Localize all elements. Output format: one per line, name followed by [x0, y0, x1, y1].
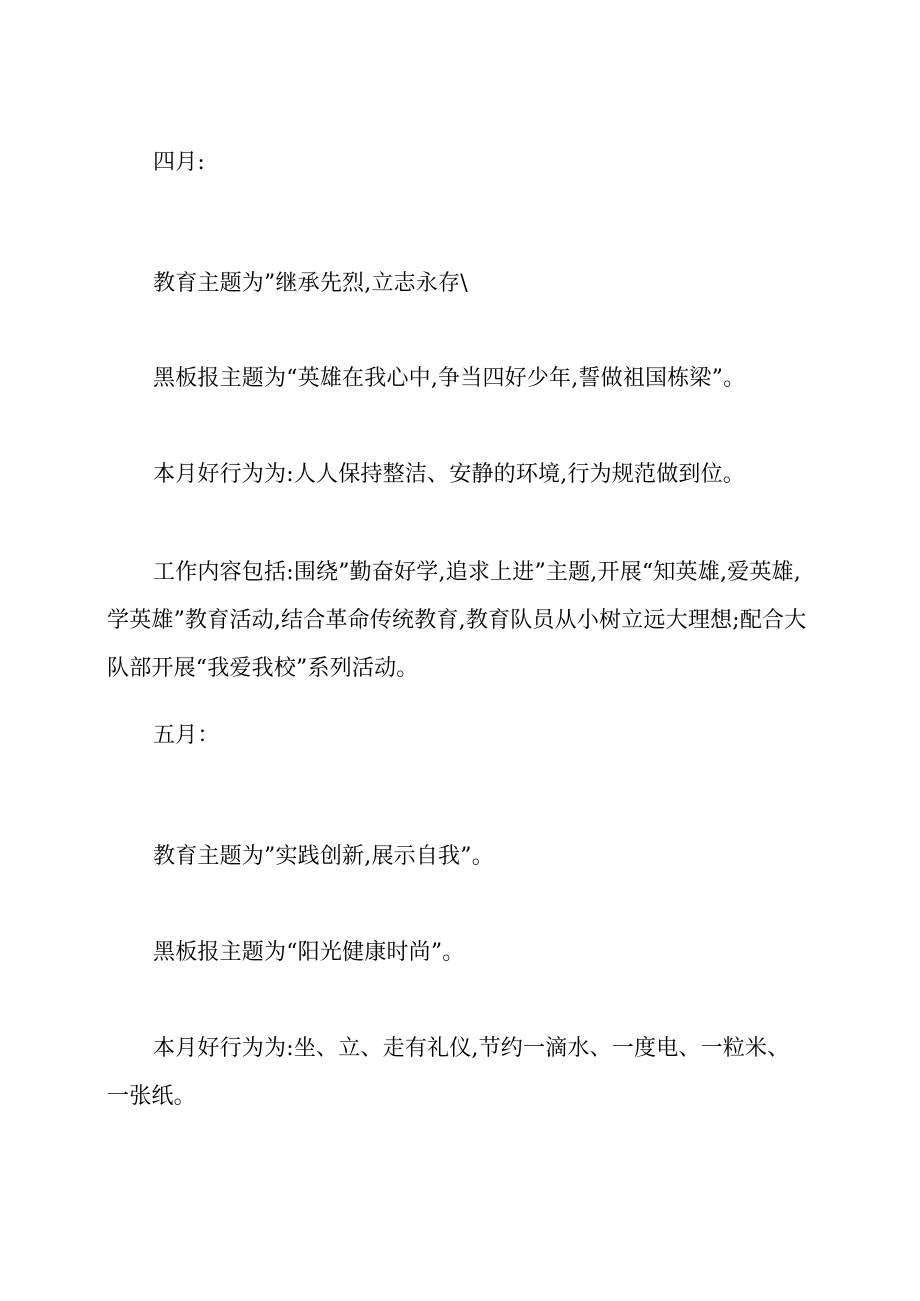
heading-may: 五月： [153, 723, 220, 748]
may-education-theme: 教育主题为”实践创新,展示自我”。 [153, 844, 494, 869]
april-work-content: 工作内容包括:围绕”勤奋好学,追求上进”主题,开展“知英雄,爱英雄,学英雄”教育活动,结合革命传统教育,教育队员从小树立远大理想;配合大队部开展“我爱我校”系列活动。 [107, 560, 807, 681]
heading-april: 四月: [153, 150, 206, 175]
may-good-behavior: 本月好行为为:坐、立、走有礼仪,节约一滴水、一度电、一粒米、一张纸。 [107, 1036, 790, 1109]
april-good-behavior: 本月好行为为:人人保持整洁、安静的环境,行为规范做到位。 [153, 462, 746, 487]
april-blackboard-theme: 黑板报主题为“英雄在我心中,争当四好少年,誓做祖国栋梁”。 [153, 366, 746, 391]
may-blackboard-theme: 黑板报主题为“阳光健康时尚”。 [153, 940, 465, 965]
april-education-theme: 教育主题为”继承先烈,立志永存\ [153, 271, 468, 296]
